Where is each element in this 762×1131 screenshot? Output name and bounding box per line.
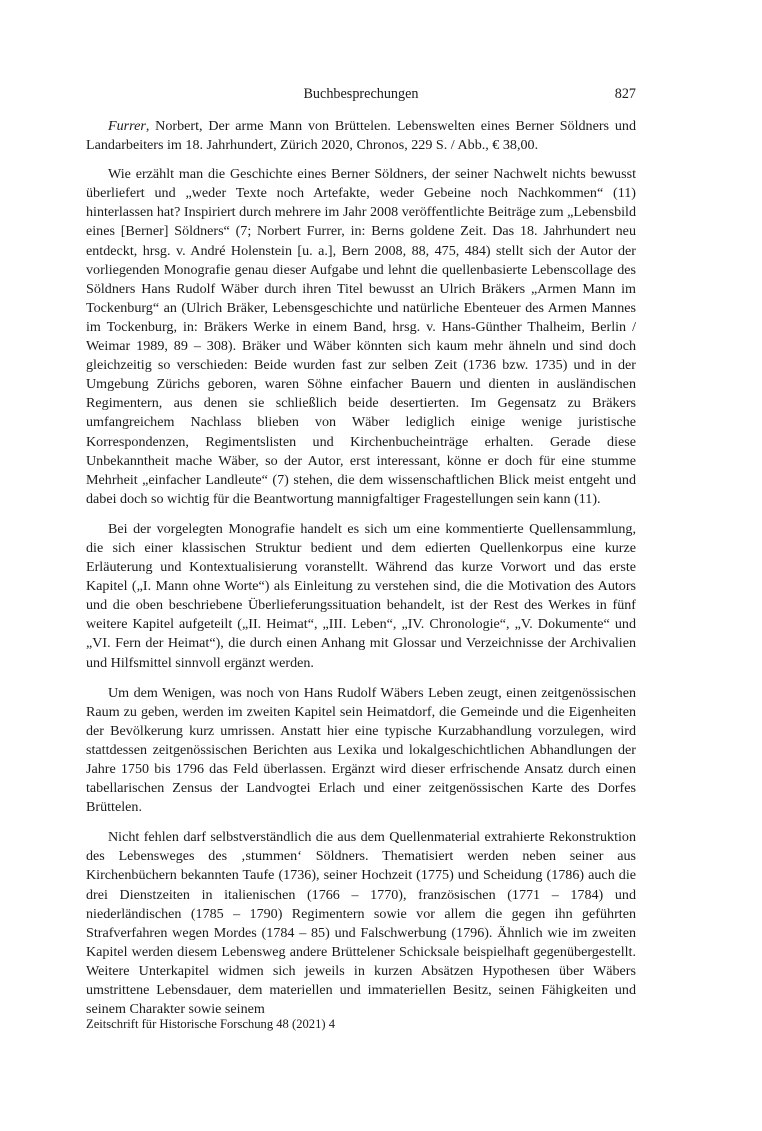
journal-page [86, 0, 636, 1131]
review-paragraph: Um dem Wenigen, was noch von Hans Rudolf Wäbers Leben zeugt, einen zeitgenössischen Raum zu geben, werden im zweiten Kapitel sein Heimatdorf, die Gemeinde und die Eigenheiten der Bevölkerung kurz umrissen. Anstatt hier eine typische Kurzabhandlung vorzulegen, wird stattdessen zeitgenössischen Berichten aus Lexika und lokalgeschichtlichen Abhandlungen der Jahre 1750 bis 1796 das Feld überlassen. Ergänzt wird dieser erfrischende Ansatz durch einen tabellarischen Zensus der Landvogtei Erlach und einer zeitgenössischen Karte des Dorfes Brüttelen. [86, 684, 636, 816]
review-body [86, 117, 636, 1030]
book-citation [86, 117, 636, 155]
running-head [86, 84, 636, 104]
review-paragraph: Wie erzählt man die Geschichte eines Berner Söldners, der seiner Nachwelt nichts bewusst überliefert und „weder Texte noch Artefakte, weder Gebeine noch Nachkommen“ (11) hinterlassen hat? Inspiriert durch mehrere im Jahr 2008 veröffentlichte Beiträge zum „Lebensbild eines [Berner] Söldners“ (7; Norbert Furrer, in: Berns goldene Zeit. Das 18. Jahrhundert neu entdeckt, hrsg. v. André Holenstein [u. a.], Bern 2008, 88, 475, 484) stellt sich der Autor der vorliegenden Monografie genau dieser Aufgabe und lehnt die quellenbasierte Lebenscollage des Söldners Hans Rudolf Wäber durch ihren Titel bewusst an Ulrich Bräkers „Armen Mann im Tockenburg“ an (Ulrich Bräker, Lebensgeschichte und natürliche Ebenteuer des Armen Mannes im Tockenburg, in: Bräkers Werke in einem Band, hrsg. v. Hans-Günther Thalheim, Berlin / Weimar 1989, 89 – 308). Bräker und Wäber könnten sich kaum mehr ähneln und sind doch gleichzeitig so verschieden: Beide wurden fast zur selben Zeit (1736 bzw. 1735) und in der Umgebung Zürichs geboren, waren Söhne einfacher Bauern und dienten in ausländischen Regimentern, aus denen sie schließlich beide desertierten. Im Gegensatz zu Bräkers umfangreichem Nachlass blieben von Wäber lediglich einige wenige juristische Korrespondenzen, Regimentslisten und Kirchenbucheinträge erhalten. Gerade diese Unbekanntheit mache Wäber, so der Autor, erst interessant, könne er doch für eine stumme Mehrheit „einfacher Landleute“ (7) stehen, die dem wissenschaftlichen Blick meist entgeht und dabei doch so wichtig für die Beantwortung mannigfaltiger Fragestellungen sein kann (11). [86, 166, 636, 507]
review-paragraph: Nicht fehlen darf selbstverständlich die aus dem Quellenmaterial extrahierte Rekonstruktion des Lebensweges des ‚stummen‘ Söldners. Thematisiert werden neben seiner aus Kirchenbüchern bekannten Taufe (1736), seiner Hochzeit (1775) und Scheidung (1786) auch die drei Dienstzeiten in italienischen (1766 – 1770), französischen (1771 – 1784) und niederländischen (1785 – 1790) Regimentern sowie vor allem die gegen ihn geführten Strafverfahren wegen Mordes (1784 – 85) und Falschwerbung (1796). Ähnlich wie im zweiten Kapitel werden diesem Lebensweg andere Brüttelener Schicksale beispielhaft gegenübergestellt. Weitere Unterkapitel widmen sich jeweils in kurzen Absätzen Hypothesen über Wäbers umstrittene Lebensdauer, dem materiellen und immateriellen Besitz, seinen Fähigkeiten und seinem Charakter sowie seinem [86, 829, 636, 1018]
book-details: , Norbert, Der arme Mann von Brüttelen. Lebenswelten eines Berner Söldners und Landarbeiters im 18. Jahrhundert, Zürich 2020, Chronos, 229 S. / Abb., € 38,00. [86, 118, 636, 154]
section-title: Buchbesprechungen [303, 86, 419, 102]
journal-footer: Zeitschrift für Historische Forschung 48 (2021) 4 [86, 1017, 336, 1031]
review-paragraph: Bei der vorgelegten Monografie handelt es sich um eine kommentierte Quellensammlung, die sich einer klassischen Struktur bedient und dem edierten Quellenkorpus eine kurze Erläuterung und Kontextualisierung voranstellt. Während das kurze Vorwort und das erste Kapitel („I. Mann ohne Worte“) als Einleitung zu verstehen sind, die die Motivation des Autors und die oben beschriebene Überlieferungssituation behandelt, ist der Rest des Werkes in fünf weitere Kapitel aufgeteilt („II. Heimat“, „III. Leben“, „IV. Chronologie“, „V. Dokumente“ und „VI. Fern der Heimat“), die durch einen Anhang mit Glossar und Verzeichnisse der Archivalien und Hilfsmittel sinnvoll ergänzt werden. [86, 520, 636, 671]
page-number: 827 [614, 86, 636, 102]
book-author: Furrer [108, 118, 146, 134]
